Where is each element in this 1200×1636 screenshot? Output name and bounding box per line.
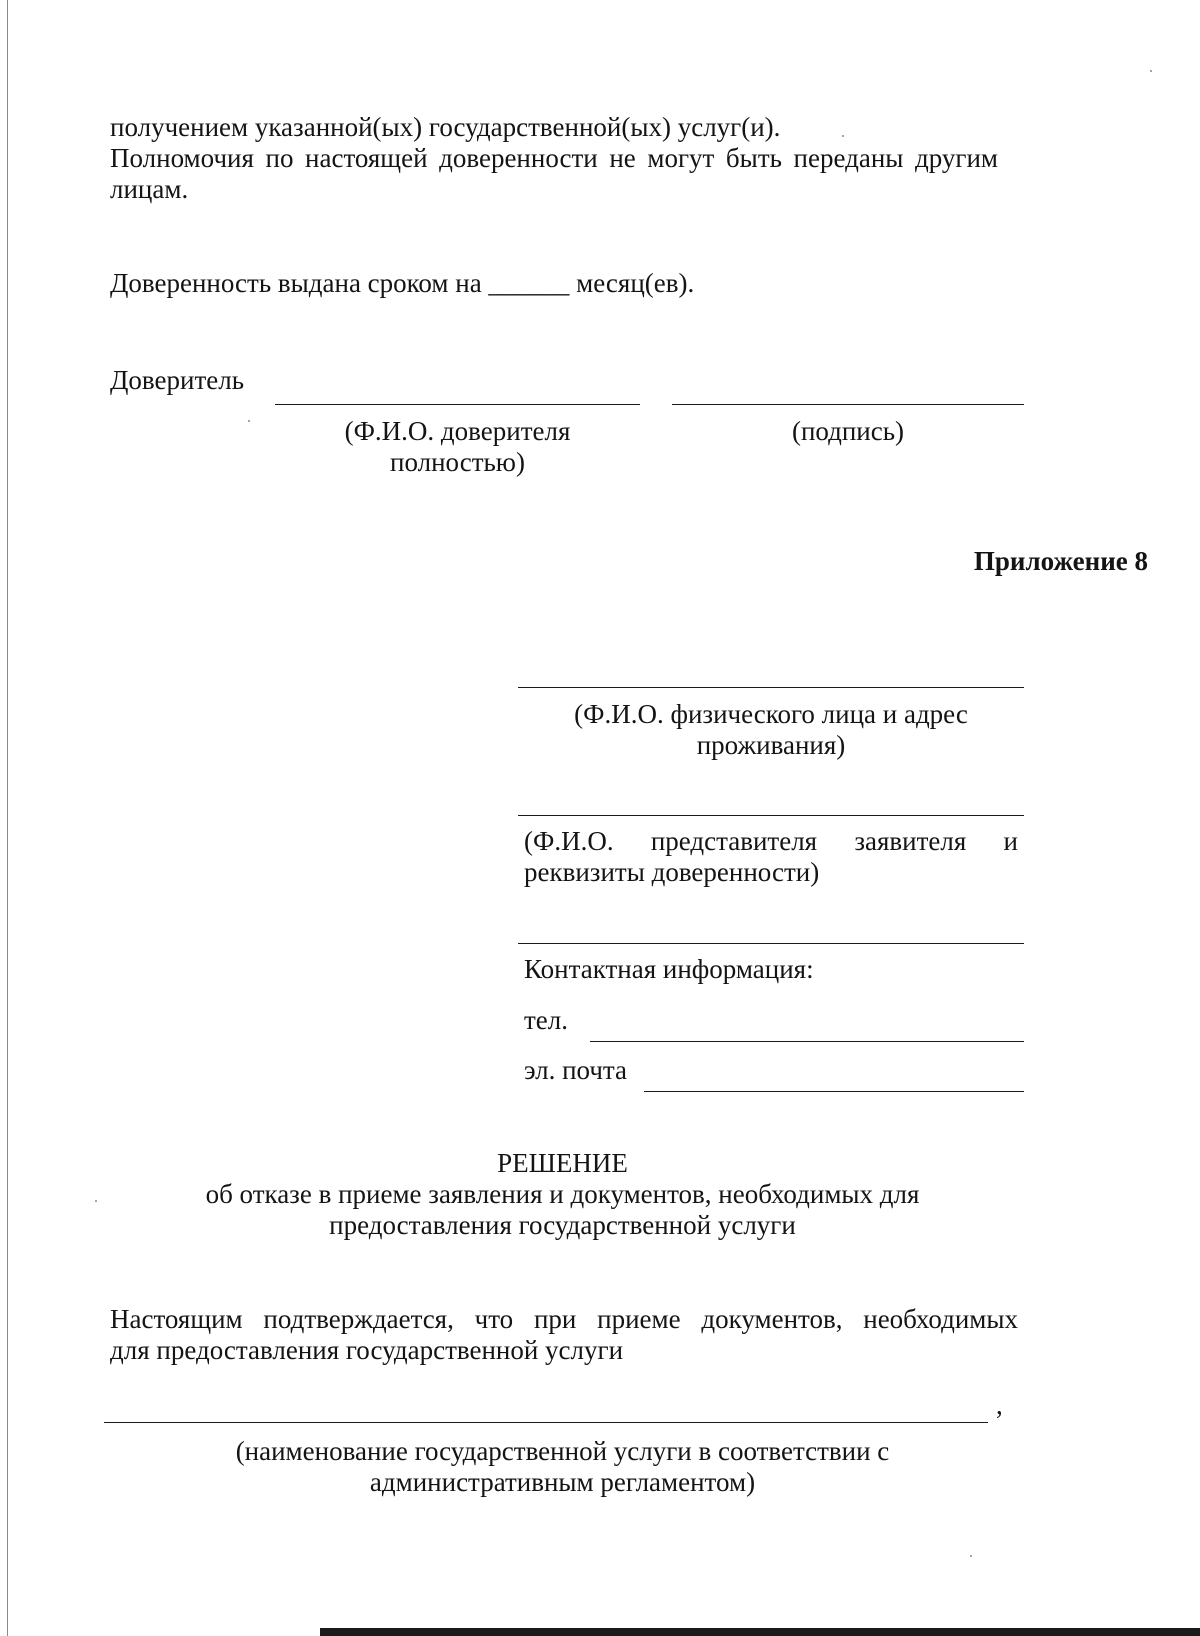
scan-speck (95, 1200, 97, 1202)
service-name-line[interactable] (104, 1422, 988, 1423)
scan-speck (1150, 70, 1152, 72)
signature-caption: (подпись) (791, 416, 905, 446)
contact-top-line[interactable] (518, 943, 1024, 944)
service-caption: (наименование государственной услуги в соответствии с административным регламентом) (235, 1436, 890, 1497)
applicant-name-line[interactable] (518, 687, 1024, 688)
principal-label: Доверитель (110, 365, 245, 395)
confirm-text: для предоставления государственной услуги (110, 1335, 624, 1365)
scan-speck (842, 135, 844, 137)
contact-label: Контактная информация: (524, 954, 814, 984)
email-label: эл. почта (524, 1055, 628, 1085)
decision-subtitle: предоставления государственной услуги (329, 1210, 796, 1240)
decision-subtitle: об отказе в приеме заявления и документов, необходимых для (205, 1179, 920, 1209)
principal-name-line[interactable] (275, 404, 640, 405)
confirm-text: Настоящим подтверждается, что при приеме документов, необходимых (110, 1304, 1018, 1334)
principal-signature-line[interactable] (672, 404, 1024, 405)
service-comma: , (996, 1390, 1003, 1420)
page-edge-left (7, 0, 8, 1636)
phone-field-line[interactable] (590, 1041, 1024, 1042)
principal-name-caption: (Ф.И.О. доверителя полностью) (344, 416, 571, 477)
scan-speck (248, 420, 250, 422)
scan-speck (970, 1555, 972, 1557)
appendix-title: Приложение 8 (973, 546, 1148, 576)
representative-line[interactable] (518, 815, 1024, 816)
phone-label: тел. (524, 1005, 569, 1035)
term-text: Доверенность выдана сроком на ______ месяц(ев). (110, 268, 695, 298)
applicant-caption: (Ф.И.О. физического лица и адрес проживания) (574, 699, 968, 760)
scan-bottom-edge (320, 1628, 1200, 1636)
paragraph-line: получением указанной(ых) государственной(ых) услуг(и). (110, 112, 781, 142)
decision-title: РЕШЕНИЕ (497, 1148, 628, 1178)
paragraph-line: Полномочия по настоящей доверенности не могут быть переданы другим (110, 143, 998, 173)
paragraph-line: лицам. (110, 174, 189, 204)
email-field-line[interactable] (644, 1091, 1024, 1092)
representative-caption: (Ф.И.О. представителя заявителя и реквизиты доверенности) (524, 826, 1018, 887)
